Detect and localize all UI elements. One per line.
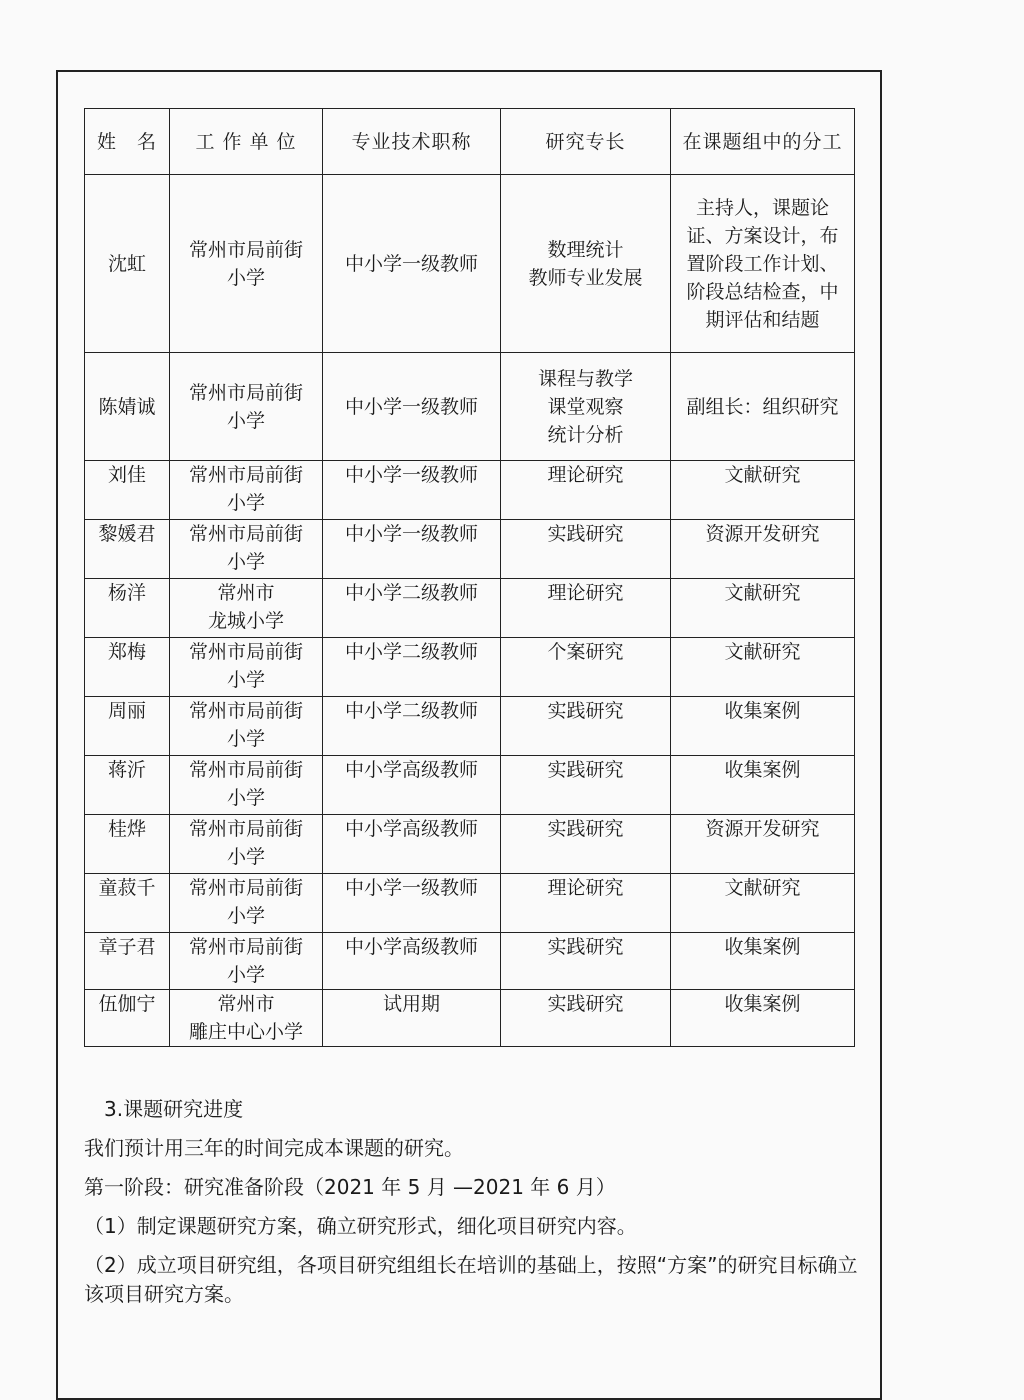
cell-title: 中小学高级教师 (323, 756, 501, 815)
cell-unit (170, 756, 323, 815)
cell-line: 雕庄中心小学 (188, 1021, 303, 1043)
cell-name: 沈虹 (85, 175, 170, 353)
table-row (85, 756, 855, 815)
cell-line: 常州市局前街 (188, 381, 303, 404)
cell-line: 常州市局前街 (188, 936, 303, 958)
cell-name: 黎媛君 (85, 520, 170, 579)
paragraph-intro: 我们预计用三年的时间完成本课题的研究。 (84, 1136, 464, 1160)
cell-line: 数理统计 (547, 238, 624, 261)
cell-title: 中小学二级教师 (323, 697, 501, 756)
table-row (85, 353, 855, 461)
cell-specialty (501, 874, 671, 933)
progress-section (84, 1095, 874, 1319)
cell-line: 个案研究 (547, 641, 624, 663)
cell-title: 中小学高级教师 (323, 933, 501, 990)
cell-title: 中小学一级教师 (323, 175, 501, 353)
cell-specialty (501, 697, 671, 756)
cell-unit (170, 990, 323, 1047)
cell-line: 置阶段工作计划、 (686, 252, 839, 275)
table-row (85, 461, 855, 520)
cell-line: 常州市局前街 (188, 238, 303, 261)
cell-line: 常州市局前街 (188, 818, 303, 840)
cell-line: 常州市局前街 (188, 700, 303, 722)
cell-specialty (501, 756, 671, 815)
header-specialty: 研究专长 (501, 109, 671, 175)
cell-line: 收集案例 (724, 993, 801, 1015)
cell-line: 小学 (226, 266, 265, 289)
cell-line: 小学 (226, 728, 265, 750)
cell-unit (170, 520, 323, 579)
table-row (85, 990, 855, 1047)
cell-line: 小学 (226, 787, 265, 809)
cell-line: 收集案例 (724, 936, 801, 958)
cell-title: 中小学二级教师 (323, 579, 501, 638)
cell-line: 常州市局前街 (188, 641, 303, 663)
cell-role (671, 520, 855, 579)
cell-role (671, 697, 855, 756)
cell-specialty (501, 815, 671, 874)
cell-title: 中小学一级教师 (323, 520, 501, 579)
cell-title: 试用期 (323, 990, 501, 1047)
cell-role (671, 638, 855, 697)
table-row (85, 933, 855, 990)
cell-line: 实践研究 (547, 818, 624, 840)
cell-line: 文献研究 (724, 877, 801, 899)
table-row (85, 697, 855, 756)
table-row (85, 520, 855, 579)
cell-line: 常州市局前街 (188, 877, 303, 899)
cell-title: 中小学一级教师 (323, 874, 501, 933)
cell-line: 小学 (226, 846, 265, 868)
cell-line: 课堂观察 (547, 395, 624, 418)
cell-line: 证、方案设计，布 (686, 224, 839, 247)
table-row (85, 175, 855, 353)
cell-role (671, 990, 855, 1047)
cell-name: 伍伽宁 (85, 990, 170, 1047)
cell-specialty (501, 461, 671, 520)
table-row (85, 638, 855, 697)
cell-line: 小学 (226, 409, 265, 432)
cell-line: 小学 (226, 669, 265, 691)
cell-line: 常州市局前街 (188, 464, 303, 486)
cell-line: 常州市 (217, 582, 275, 604)
member-table (84, 108, 855, 1047)
cell-role (671, 579, 855, 638)
cell-line: 收集案例 (724, 700, 801, 722)
cell-name: 杨洋 (85, 579, 170, 638)
cell-line: 实践研究 (547, 993, 624, 1015)
cell-line: 课程与教学 (537, 367, 633, 390)
cell-line: 实践研究 (547, 936, 624, 958)
cell-title: 中小学一级教师 (323, 353, 501, 461)
header-title: 专业技术职称 (323, 109, 501, 175)
cell-line: 副组长：组织研究 (686, 395, 839, 418)
cell-line: 统计分析 (547, 423, 624, 446)
paragraph-stage-one: 第一阶段：研究准备阶段（2021 年 5 月 —2021 年 6 月） (84, 1175, 616, 1199)
cell-specialty (501, 175, 671, 353)
cell-line: 实践研究 (547, 700, 624, 722)
cell-name: 周丽 (85, 697, 170, 756)
list-item: （2）成立项目研究组，各项目研究组组长在培训的基础上，按照“方案”的研究目标确立该项目研究方案。 (84, 1253, 858, 1306)
cell-name: 郑梅 (85, 638, 170, 697)
cell-name: 刘佳 (85, 461, 170, 520)
cell-title: 中小学一级教师 (323, 461, 501, 520)
cell-specialty (501, 638, 671, 697)
cell-line: 主持人，课题论 (695, 196, 829, 219)
cell-line: 龙城小学 (207, 610, 284, 632)
cell-role (671, 353, 855, 461)
cell-line: 常州市局前街 (188, 523, 303, 545)
cell-line: 期评估和结题 (705, 308, 820, 331)
cell-line: 理论研究 (547, 877, 624, 899)
cell-name: 陈婧诚 (85, 353, 170, 461)
cell-role (671, 815, 855, 874)
cell-specialty (501, 933, 671, 990)
table-row (85, 815, 855, 874)
cell-line: 资源开发研究 (705, 818, 820, 840)
cell-unit (170, 461, 323, 520)
table-row (85, 874, 855, 933)
cell-line: 文献研究 (724, 464, 801, 486)
cell-unit (170, 175, 323, 353)
cell-line: 文献研究 (724, 582, 801, 604)
cell-name: 童菽千 (85, 874, 170, 933)
cell-unit (170, 874, 323, 933)
cell-role (671, 756, 855, 815)
cell-role (671, 461, 855, 520)
list-item: （1）制定课题研究方案，确立研究形式，细化项目研究内容。 (84, 1214, 637, 1238)
header-unit: 工 作 单 位 (170, 109, 323, 175)
cell-line: 常州市 (217, 993, 275, 1015)
cell-unit (170, 697, 323, 756)
cell-unit (170, 815, 323, 874)
cell-line: 常州市局前街 (188, 759, 303, 781)
cell-name: 桂烨 (85, 815, 170, 874)
cell-specialty (501, 520, 671, 579)
cell-name: 章子君 (85, 933, 170, 990)
cell-line: 小学 (226, 492, 265, 514)
header-name: 姓 名 (85, 109, 170, 175)
table-row (85, 579, 855, 638)
cell-line: 实践研究 (547, 759, 624, 781)
cell-specialty (501, 990, 671, 1047)
cell-unit (170, 579, 323, 638)
cell-line: 实践研究 (547, 523, 624, 545)
cell-line: 小学 (226, 551, 265, 573)
cell-unit (170, 353, 323, 461)
cell-line: 资源开发研究 (705, 523, 820, 545)
cell-role (671, 874, 855, 933)
cell-specialty (501, 353, 671, 461)
cell-line: 理论研究 (547, 464, 624, 486)
cell-line: 文献研究 (724, 641, 801, 663)
cell-title: 中小学二级教师 (323, 638, 501, 697)
cell-role (671, 175, 855, 353)
cell-line: 阶段总结检查，中 (686, 280, 839, 303)
cell-line: 教师专业发展 (528, 266, 643, 289)
cell-unit (170, 638, 323, 697)
cell-title: 中小学高级教师 (323, 815, 501, 874)
cell-line: 收集案例 (724, 759, 801, 781)
section-heading: 3.课题研究进度 (104, 1097, 244, 1121)
table-header-row (85, 109, 855, 175)
cell-line: 理论研究 (547, 582, 624, 604)
cell-unit (170, 933, 323, 990)
cell-line: 小学 (226, 905, 265, 927)
cell-line: 小学 (226, 964, 265, 986)
cell-specialty (501, 579, 671, 638)
cell-role (671, 933, 855, 990)
cell-name: 蒋沂 (85, 756, 170, 815)
header-role: 在课题组中的分工 (671, 109, 855, 175)
